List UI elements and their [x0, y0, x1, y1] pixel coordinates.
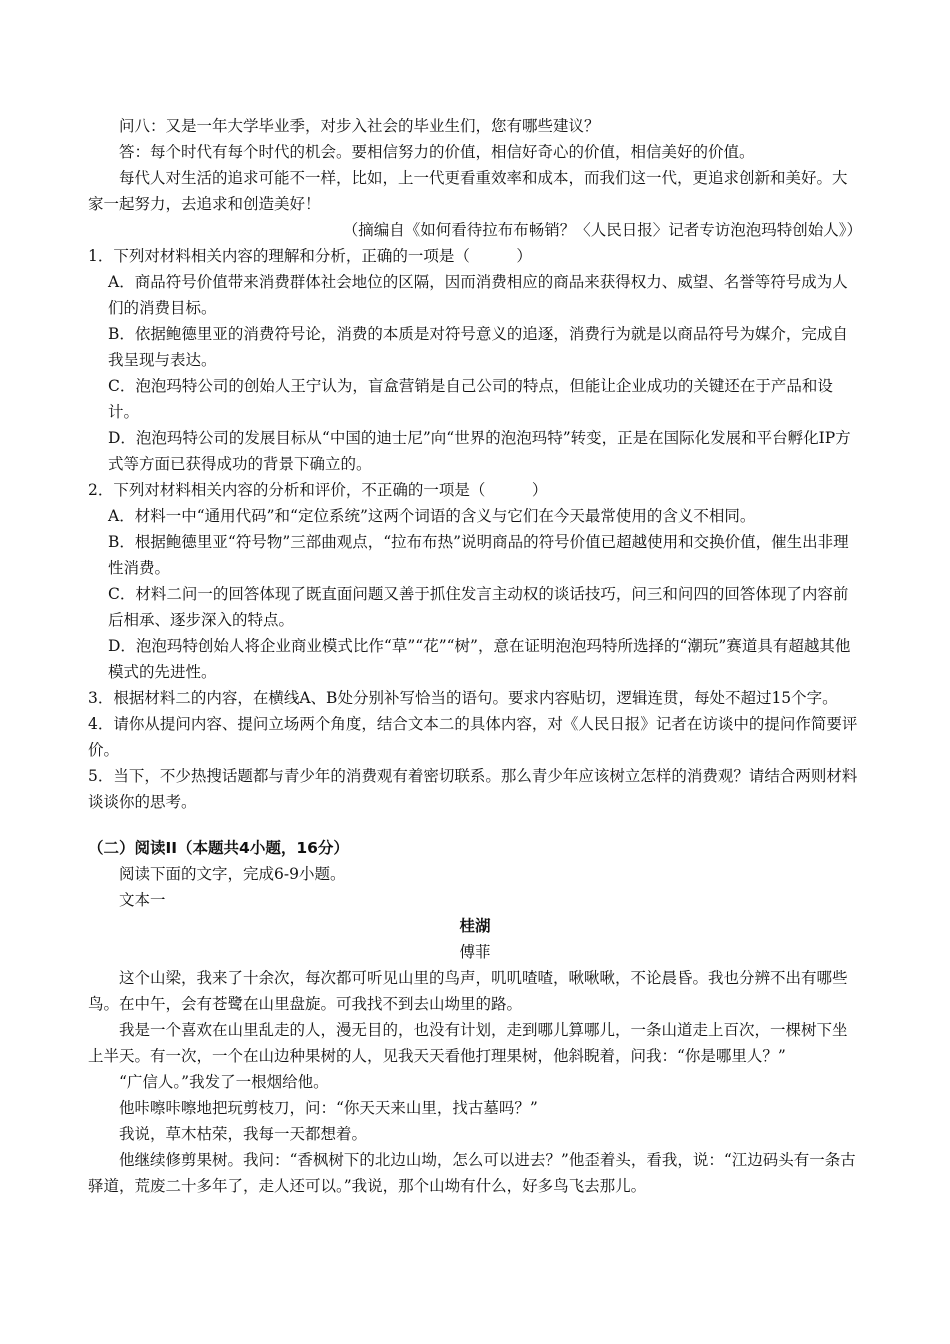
- question-2-option-a: A．材料一中“通用代码”和“定位系统”这两个词语的含义与它们在今天最常使用的含义不相同。: [108, 507, 756, 525]
- section-2-heading: （二）阅读II（本题共4小题，16分）: [88, 839, 349, 857]
- section-2-instruction: 阅读下面的文字，完成6-9小题。: [119, 865, 346, 883]
- article-paragraph-4: 他咔嚓咔嚓地把玩剪枝刀，问：“你天天来山里，找古墓吗？”: [119, 1099, 538, 1117]
- article-title: 桂湖: [459, 917, 491, 935]
- question-2-option-b: B．根据鲍德里亚“符号物”三部曲观点，“拉布布热”说明商品的符号价值已超越使用和交换价值，催生出非理性消费。: [108, 533, 849, 577]
- interview-answer-8-part1: 答：每个时代有每个时代的机会。要相信努力的价值，相信好奇心的价值，相信美好的价值。: [119, 143, 755, 161]
- text-one-label: 文本一: [119, 891, 166, 909]
- question-1-option-b: B．依据鲍德里亚的消费符号论，消费的本质是对符号意义的追逐，消费行为就是以商品符号为媒介，完成自我呈现与表达。: [108, 325, 848, 369]
- question-1-stem: 1．下列对材料相关内容的理解和分析，正确的一项是（ ）: [88, 247, 532, 265]
- question-2-stem: 2．下列对材料相关内容的分析和评价，不正确的一项是（ ）: [88, 481, 548, 499]
- question-4: 4．请你从提问内容、提问立场两个角度，结合文本二的具体内容，对《人民日报》记者在访谈中的提问作简要评价。: [88, 715, 858, 759]
- article-paragraph-5: 我说，草木枯荣，我每一天都想着。: [119, 1125, 368, 1143]
- interview-answer-8-part2: 每代人对生活的追求可能不一样，比如，上一代更看重效率和成本，而我们这一代，更追求创新和美好。大家一起努力，去追求和创造美好！: [88, 169, 848, 213]
- article-author: 傅菲: [459, 943, 491, 961]
- article-paragraph-6: 他继续修剪果树。我问：“香枫树下的北边山坳，怎么可以进去？”他歪着头，看我，说：“江边码头有一条古驿道，荒废二十多年了，走人还可以。”我说，那个山坳有什么，好多鸟飞去那儿。: [88, 1151, 856, 1195]
- question-2-option-c: C．材料二问一的回答体现了既直面问题又善于抓住发言主动权的谈话技巧，问三和问四的回答体现了内容前后相承、逐步深入的特点。: [108, 585, 849, 629]
- article-paragraph-3: “广信人。”我发了一根烟给他。: [119, 1073, 329, 1091]
- question-3: 3．根据材料二的内容，在横线A、B处分别补写恰当的语句。要求内容贴切，逻辑连贯，每处不超过15个字。: [88, 689, 838, 707]
- article-paragraph-2: 我是一个喜欢在山里乱走的人，漫无目的，也没有计划，走到哪儿算哪儿，一条山道走上百次，一棵树下坐上半天。有一次，一个在山边种果树的人，见我天天看他打理果树，他斜睨着，问我：“你是哪里人？”: [88, 1021, 848, 1065]
- question-1-option-d: D．泡泡玛特公司的发展目标从“中国的迪士尼”向“世界的泡泡玛特”转变，正是在国际化发展和平台孵化IP方式等方面已获得成功的背景下确立的。: [108, 429, 851, 473]
- section-spacer: [88, 815, 862, 835]
- question-2-option-d: D．泡泡玛特创始人将企业商业模式比作“草”“花”“树”，意在证明泡泡玛特所选择的“潮玩”赛道具有超越其他模式的先进性。: [108, 637, 851, 681]
- question-5: 5．当下，不少热搜话题都与青少年的消费观有着密切联系。那么青少年应该树立怎样的消费观？请结合两则材料谈谈你的思考。: [88, 767, 858, 811]
- question-1-option-a: A．商品符号价值带来消费群体社会地位的区隔，因而消费相应的商品来获得权力、威望、名誉等符号成为人们的消费目标。: [108, 273, 848, 317]
- question-1-option-c: C．泡泡玛特公司的创始人王宁认为，盲盒营销是自己公司的特点，但能让企业成功的关键还在于产品和设计。: [108, 377, 833, 421]
- interview-question-8: 问八：又是一年大学毕业季，对步入社会的毕业生们，您有哪些建议？: [119, 117, 600, 135]
- article-paragraph-1: 这个山梁，我来了十余次，每次都可听见山里的鸟声，叽叽喳喳，啾啾啾，不论晨昏。我也分辨不出有哪些鸟。在中午，会有苍鹭在山里盘旋。可我找不到去山坳里的路。: [88, 969, 848, 1013]
- source-citation: （摘编自《如何看待拉布布畅销？〈人民日报〉记者专访泡泡玛特创始人》）: [342, 221, 862, 239]
